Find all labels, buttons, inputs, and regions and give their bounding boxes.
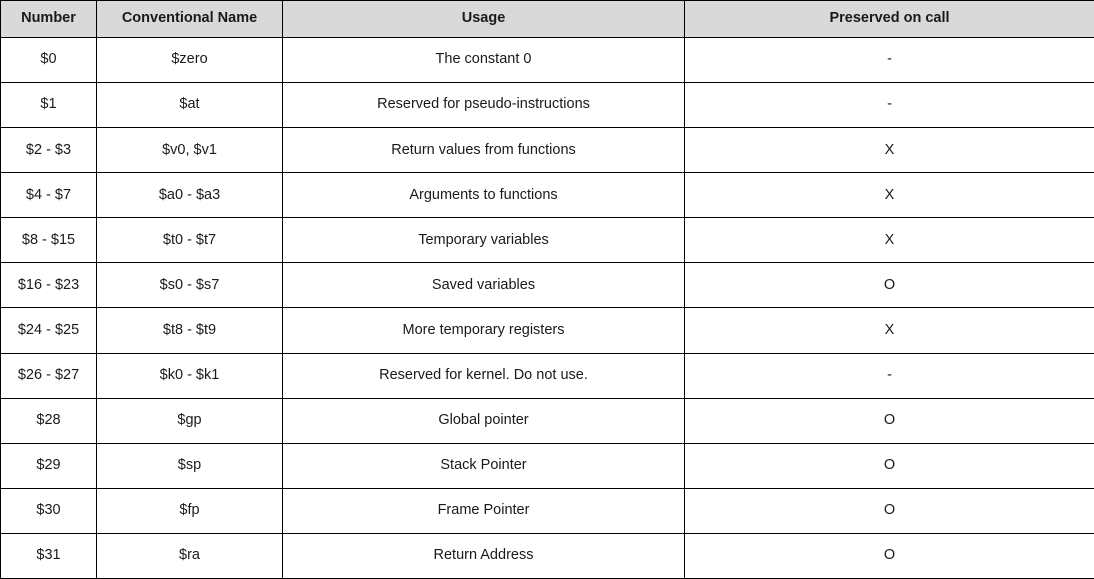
cell-conventional-name: $at (97, 83, 283, 128)
table-row (1, 218, 1094, 263)
table-header (1, 1, 1094, 38)
cell-usage: Global pointer (283, 398, 685, 443)
column-header-usage: Usage (283, 1, 685, 38)
cell-usage: Saved variables (283, 263, 685, 308)
cell-preserved-on-call: - (685, 83, 1094, 128)
table-row (1, 263, 1094, 308)
cell-usage: Return Address (283, 533, 685, 578)
cell-conventional-name: $gp (97, 398, 283, 443)
table-row (1, 308, 1094, 353)
cell-usage: Stack Pointer (283, 443, 685, 488)
cell-number: $8 - $15 (1, 218, 97, 263)
table-row (1, 488, 1094, 533)
cell-usage: The constant 0 (283, 38, 685, 83)
cell-usage: Reserved for kernel. Do not use. (283, 353, 685, 398)
cell-conventional-name: $s0 - $s7 (97, 263, 283, 308)
cell-preserved-on-call: O (685, 488, 1094, 533)
cell-conventional-name: $sp (97, 443, 283, 488)
cell-preserved-on-call: X (685, 173, 1094, 218)
column-header-conventional-name: Conventional Name (97, 1, 283, 38)
table-row (1, 173, 1094, 218)
cell-number: $28 (1, 398, 97, 443)
table-row (1, 353, 1094, 398)
cell-conventional-name: $a0 - $a3 (97, 173, 283, 218)
cell-usage: Return values from functions (283, 128, 685, 173)
column-header-preserved-on-call: Preserved on call (685, 1, 1094, 38)
cell-number: $29 (1, 443, 97, 488)
cell-usage: Reserved for pseudo-instructions (283, 83, 685, 128)
cell-preserved-on-call: - (685, 353, 1094, 398)
table-body (1, 38, 1094, 579)
cell-usage: Arguments to functions (283, 173, 685, 218)
cell-conventional-name: $t0 - $t7 (97, 218, 283, 263)
cell-preserved-on-call: O (685, 443, 1094, 488)
table-header-row (1, 1, 1094, 38)
table-row (1, 38, 1094, 83)
table-row (1, 443, 1094, 488)
cell-number: $30 (1, 488, 97, 533)
cell-preserved-on-call: O (685, 263, 1094, 308)
table-row (1, 533, 1094, 578)
cell-preserved-on-call: X (685, 218, 1094, 263)
cell-number: $2 - $3 (1, 128, 97, 173)
cell-usage: Temporary variables (283, 218, 685, 263)
cell-conventional-name: $t8 - $t9 (97, 308, 283, 353)
cell-conventional-name: $ra (97, 533, 283, 578)
table-row (1, 398, 1094, 443)
cell-number: $26 - $27 (1, 353, 97, 398)
table-row (1, 128, 1094, 173)
table-row (1, 83, 1094, 128)
cell-preserved-on-call: O (685, 533, 1094, 578)
cell-conventional-name: $k0 - $k1 (97, 353, 283, 398)
cell-number: $4 - $7 (1, 173, 97, 218)
cell-preserved-on-call: O (685, 398, 1094, 443)
cell-conventional-name: $v0, $v1 (97, 128, 283, 173)
cell-number: $1 (1, 83, 97, 128)
cell-preserved-on-call: - (685, 38, 1094, 83)
cell-number: $16 - $23 (1, 263, 97, 308)
cell-number: $0 (1, 38, 97, 83)
cell-conventional-name: $zero (97, 38, 283, 83)
cell-conventional-name: $fp (97, 488, 283, 533)
cell-number: $24 - $25 (1, 308, 97, 353)
cell-preserved-on-call: X (685, 128, 1094, 173)
cell-usage: Frame Pointer (283, 488, 685, 533)
cell-preserved-on-call: X (685, 308, 1094, 353)
cell-number: $31 (1, 533, 97, 578)
cell-usage: More temporary registers (283, 308, 685, 353)
column-header-number: Number (1, 1, 97, 38)
